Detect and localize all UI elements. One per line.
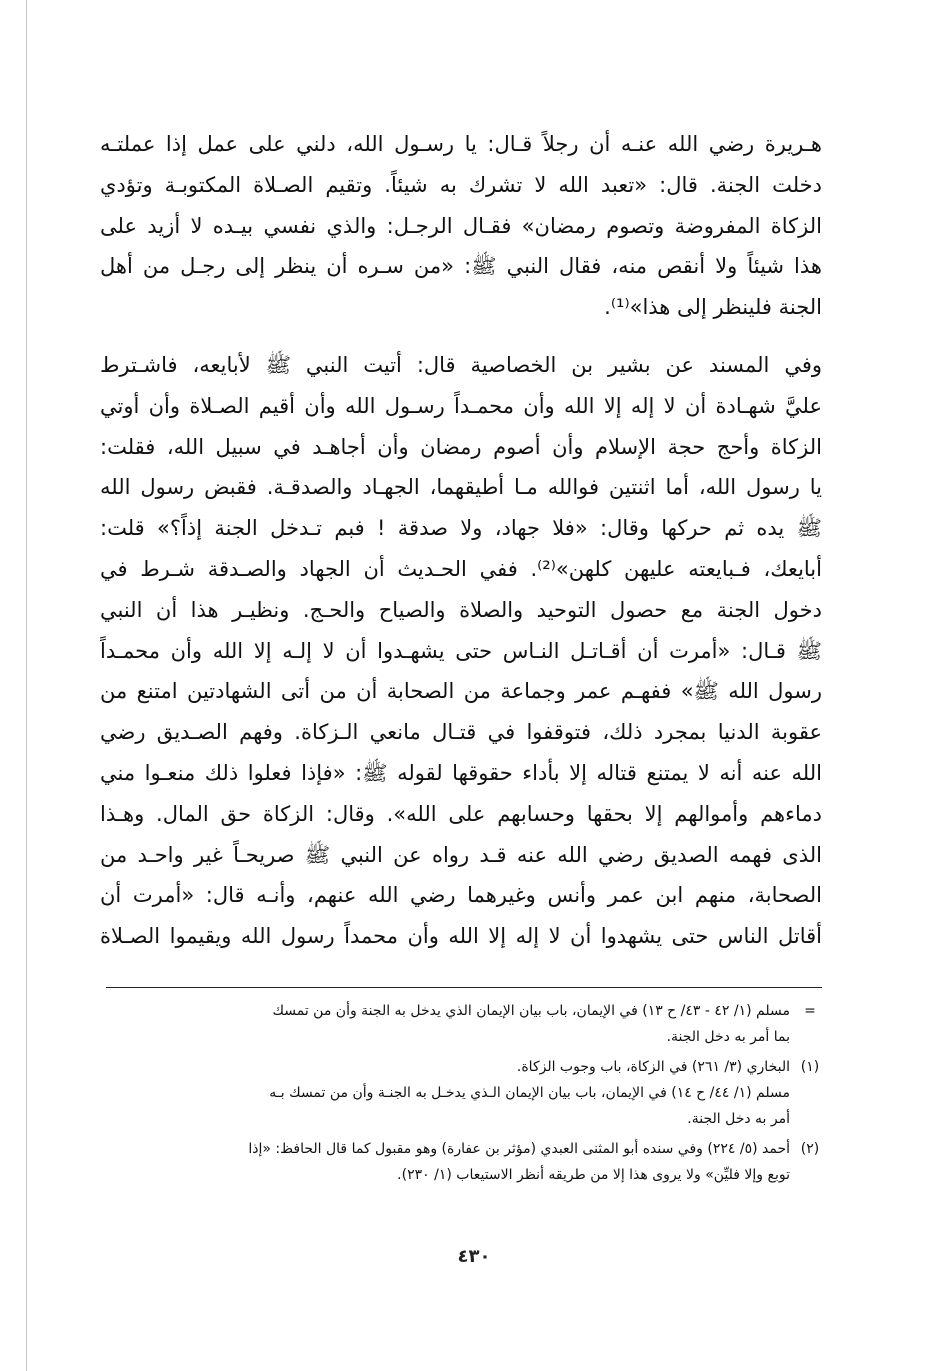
page-number: ٤٣٠ <box>457 1246 491 1267</box>
footnotes <box>110 998 826 1192</box>
footnote-continued <box>110 998 826 1050</box>
text-line: هـريرة رضي الله عنـه أن رجلاً قـال: يا رسـول الله، دلني على عمل إذا عملتـه <box>100 132 822 156</box>
text-line: هذا شيئاً ولا أنقص منه، فقال النبي ﷺ: «من سـره أن ينظر إلى رجـل من أهل <box>100 254 822 279</box>
footnote-line: توبع وإلا فليِّن» ولا يروى هذا إلا من طريقه أنظر الاستيعاب (١/ ٢٣٠). <box>397 1167 790 1183</box>
text-line: ﷺ يده ثم حركها وقال: «فلا جهاد، ولا صدقة ! فبم تـدخل الجنة إذاً؟» قلت: <box>100 516 822 541</box>
text-line: الزكاة وأحج حجة الإسلام وأن أصوم رمضان وأن أجاهـد في سبيل الله، فقلت: <box>100 434 822 459</box>
footnote-line: البخاري (٣/ ٢٦١) في الزكاة، باب وجوب الزكاة. <box>516 1059 790 1075</box>
footnote-line: بما أمر به دخل الجنة. <box>666 1029 790 1045</box>
footnote-1 <box>110 1054 826 1132</box>
text-line: دماءهم وأموالهم إلا بحقها وحسابهم على الله». وقال: الزكاة حق المال. وهـذا <box>100 801 822 826</box>
footnote-marker: (١) <box>800 1059 820 1075</box>
text-line: الجنة فلينظر إلى هذا»⁽¹⁾. <box>604 295 822 320</box>
text-line: دخول الجنة مع حصول التوحيد والصلاة والصياح والحـج. ونظيـر هذا أن النبي <box>100 597 822 622</box>
footnote-line: مسلم (١/ ٤٤/ ح ١٤) في الإيمان، باب بيان الإيمان الـذي يدخـل به الجنـة وأن من تمسك بـه <box>269 1085 790 1101</box>
footnote-marker: (٢) <box>800 1141 820 1157</box>
text-line: الذى فهمه الصديق رضي الله عنه قـد رواه عن النبي ﷺ صريحـاً غير واحـد من <box>100 842 822 867</box>
text-line: أقاتل الناس حتى يشهدوا أن لا إله إلا الله وأن محمداً رسول الله ويقيموا الصـلاة <box>100 924 822 949</box>
footnote-2 <box>110 1136 826 1188</box>
paragraph-1 <box>100 124 822 328</box>
text-line: الصحابة، منهم ابن عمر وأنس وغيرهما رضي الله عنهم، وأنـه قال: «أمرت أن <box>100 883 822 908</box>
scan-margin-line <box>26 0 27 1371</box>
footnote-line: أمر به دخل الجنة. <box>687 1111 790 1127</box>
text-line: الله عنه أنه لا يمتنع قتاله إلا بأداء حقوقها لقوله ﷺ: «فإذا فعلوا ذلك منعـوا مني <box>100 760 822 785</box>
text-line: يا رسول الله، أما اثنتين فوالله مـا أطيقهما، الجهـاد والصدقـة. فقبض رسول الله <box>100 475 822 500</box>
text-line: الزكاة المفروضة وتصوم رمضان» فقـال الرجـل: والذي نفسي بيـده لا أزيد على <box>100 213 822 238</box>
text-line: عقوبة الدنيا بمجرد ذلك، فتوقفوا في قتـال مانعي الـزكاة. وفهم الصـديق رضي <box>100 720 822 745</box>
paragraph-2 <box>100 345 822 957</box>
footnote-line: أحمد (٥/ ٢٢٤) وفي سنده أبو المثنى العبدي (مؤثر بن عفارة) وهو مقبول كما قال الحافظ: «إذا <box>248 1141 790 1157</box>
text-line: دخلت الجنة. قال: «تعبد الله لا تشرك به شيئاً. وتقيم الصـلاة المكتوبـة وتؤدي <box>100 172 822 197</box>
text-line: عليَّ شهـادة أن لا إله إلا الله وأن محمـداً رسـول الله وأن أقيم الصـلاة وأن أوتي <box>100 393 822 418</box>
text-line: رسول الله ﷺ» ففهـم عمر وجماعة من الصحابة أن من أتى الشهادتين امتنع من <box>100 679 822 704</box>
footnote-line: مسلم (١/ ٤٢ - ٤٣/ ح ١٣) في الإيمان، باب بيان الإيمان الذي يدخل به الجنة وأن من تمسك <box>272 1003 790 1019</box>
text-line: أبايعك، فـبايعته عليهن كلهن»⁽²⁾. ففي الحـديث أن الجهاد والصـدقة شـرط في <box>100 556 822 581</box>
text-line: ﷺ قـال: «أمرت أن أقـاتـل النـاس حتى يشهـدوا أن لا إلـه إلا الله وأن محمـداً <box>100 638 822 663</box>
footnote-separator <box>106 987 822 988</box>
footnote-marker: = <box>804 1003 816 1019</box>
text-line: وفي المسند عن بشير بن الخصاصية قال: أتيت النبي ﷺ لأبايعه، فاشـترط <box>100 353 822 377</box>
